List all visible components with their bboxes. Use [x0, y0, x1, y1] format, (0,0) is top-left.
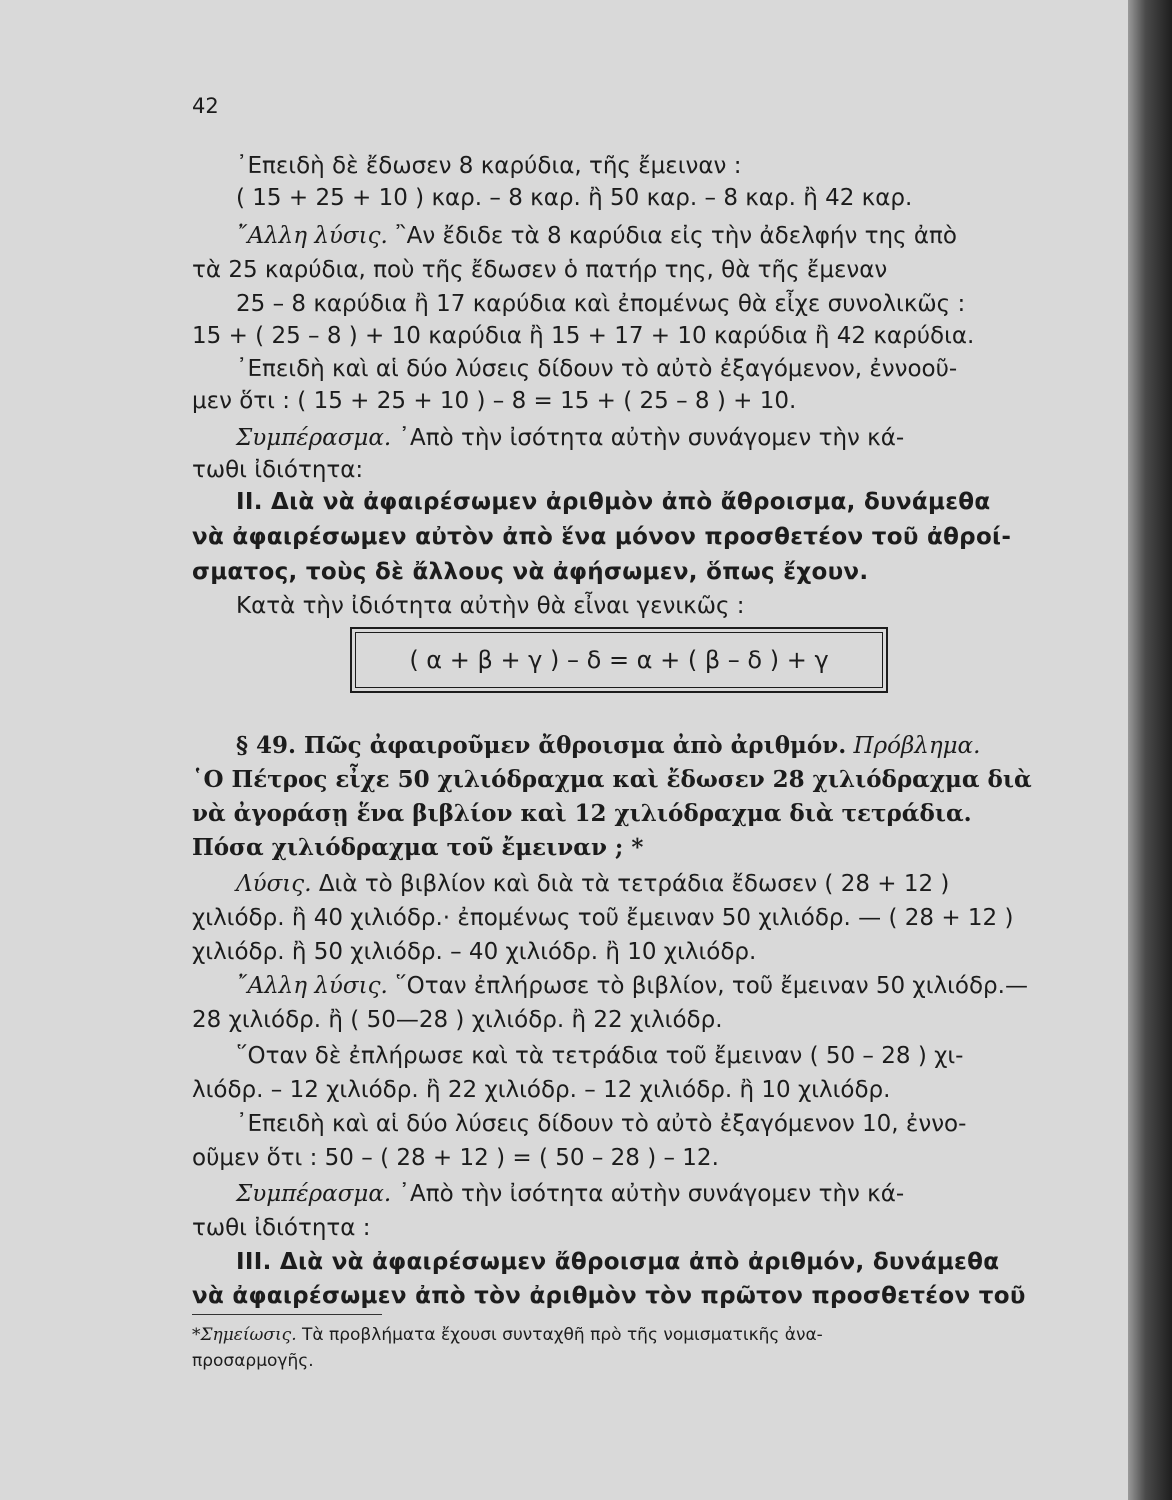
footnote-text: Τὰ προβλήματα ἔχουσι συνταχθῆ πρὸ τῆς νομισματικῆς ἀνα- [302, 1325, 823, 1345]
text-fragment: ἀπὸ [913, 223, 957, 249]
footnote-label: *Σημείωσις. [192, 1325, 297, 1345]
footnote-divider [192, 1314, 382, 1315]
section-heading [192, 730, 1104, 762]
text-line [192, 970, 1104, 1002]
section-title: § 49. Πῶς ἀφαιροῦμεν ἄθροισμα ἀπὸ ἀριθμόν. [236, 732, 847, 759]
rule-line: νὰ ἀφαιρέσωμεν αὐτὸν ἀπὸ ἕνα μόνον προσθετέον τοῦ ἀθροί- [192, 524, 1012, 550]
problem-line: ῾Ο Πέτρος εἶχε 50 χιλιόδραχμα καὶ ἔδωσεν 28 χιλιόδραχμα διὰ [192, 766, 1032, 793]
rule-line: σματος, τοὺς δὲ ἄλλους νὰ ἀφήσωμεν, ὅπως ἔχουν. [192, 559, 869, 585]
rule-line: νὰ ἀφαιρέσωμεν ἀπὸ τὸν ἀριθμὸν τὸν πρῶτον προσθετέον τοῦ [192, 1283, 1026, 1309]
text-line: ῞Οταν δὲ ἐπλήρωσε καὶ τὰ τετράδια τοῦ ἔμειναν ( 50 – 28 ) χι- [236, 1043, 964, 1069]
text-fragment: Διὰ τὸ βιβλίον καὶ διὰ τὰ τετράδια ἔδωσεν ( 28 + 12 ) [318, 871, 950, 897]
text-fragment: ῞Οταν ἐπλήρωσε τὸ βιβλίον, τοῦ ἔμειναν 50 χιλιόδρ.— [395, 973, 1028, 999]
text-line: Κατὰ τὴν ἰδιότητα αὐτὴν θὰ εἶναι γενικῶς : [236, 593, 745, 619]
alt-solution-label: ῎Αλλη λύσις. [236, 973, 388, 999]
formula-box [350, 627, 888, 693]
text-fragment: ᾿Απὸ τὴν ἰσότητα αὐτὴν συνάγομεν τὴν κά- [398, 425, 905, 451]
alt-solution-text: ῍Αν ἔδιδε τὰ 8 καρύδια εἰς τὴν ἀδελφήν της [395, 223, 907, 249]
text-line: ( 15 + 25 + 10 ) καρ. – 8 καρ. ἢ 50 καρ. – 8 καρ. ἢ 42 καρ. [236, 185, 913, 211]
text-line: ᾿Επειδὴ καὶ αἱ δύο λύσεις δίδουν τὸ αὐτὸ ἐξαγόμενον 10, ἐννο- [236, 1111, 967, 1137]
text-line: 15 + ( 25 – 8 ) + 10 καρύδια ἢ 15 + 17 + 10 καρύδια ἢ 42 καρύδια. [192, 323, 975, 349]
rule-line: III. Διὰ νὰ ἀφαιρέσωμεν ἄθροισμα ἀπὸ ἀριθμόν, δυνάμεθα [236, 1249, 1000, 1275]
text-line: τωθι ἰδιότητα : [192, 1215, 371, 1241]
conclusion-label: Συμπέρασμα. [236, 425, 392, 451]
text-line: 28 χιλιόδρ. ἢ ( 50—28 ) χιλιόδρ. ἢ 22 χιλιόδρ. [192, 1007, 723, 1033]
text-line: τὰ 25 καρύδια, ποὺ τῆς ἔδωσεν ὁ πατήρ της, θὰ τῆς ἔμεναν [192, 257, 888, 283]
text-line: μεν ὅτι : ( 15 + 25 + 10 ) – 8 = 15 + ( 25 – 8 ) + 10. [192, 388, 797, 414]
text-line: χιλιόδρ. ἢ 50 χιλιόδρ. – 40 χιλιόδρ. ἢ 10 χιλιόδρ. [192, 939, 757, 965]
problem-label: Πρόβλημα. [853, 733, 981, 759]
footnote-line [192, 1322, 1060, 1348]
text-line [192, 1178, 1104, 1210]
page-number: 42 [192, 94, 219, 118]
text-line: τωθι ἰδιότητα: [192, 457, 364, 483]
text-fragment: ᾿Απὸ τὴν ἰσότητα αὐτὴν συνάγομεν τὴν κά- [398, 1181, 905, 1207]
text-line: χιλιόδρ. ἢ 40 χιλιόδρ.· ἐπομένως τοῦ ἔμειναν 50 χιλιόδρ. — ( 28 + 12 ) [192, 905, 1014, 931]
text-line [192, 422, 1104, 454]
problem-line: Πόσα χιλιόδραχμα τοῦ ἔμειναν ; * [192, 834, 644, 861]
solution-label: Λύσις. [236, 871, 312, 897]
footnote-line: προσαρμογῆς. [192, 1351, 314, 1371]
text-line: λιόδρ. – 12 χιλιόδρ. ἢ 22 χιλιόδρ. – 12 χιλιόδρ. ἢ 10 χιλιόδρ. [192, 1077, 891, 1103]
conclusion-label: Συμπέρασμα. [236, 1181, 392, 1207]
rule-line: II. Διὰ νὰ ἀφαιρέσωμεν ἀριθμὸν ἀπὸ ἄθροισμα, δυνάμεθα [236, 489, 991, 515]
page-edge-shadow [1128, 0, 1172, 1500]
text-line [192, 220, 1104, 252]
text-line [192, 868, 1104, 900]
text-line: 25 – 8 καρύδια ἢ 17 καρύδια καὶ ἐπομένως θὰ εἶχε συνολικῶς : [236, 291, 966, 317]
problem-line: νὰ ἀγοράσῃ ἕνα βιβλίον καὶ 12 χιλιόδραχμα διὰ τετράδια. [192, 800, 972, 827]
alt-solution-label: ῎Αλλη λύσις. [236, 223, 388, 249]
text-line: ᾿Επειδὴ καὶ αἱ δύο λύσεις δίδουν τὸ αὐτὸ ἐξαγόμενον, ἐννοοῦ- [236, 356, 958, 382]
formula: ( α + β + γ ) – δ = α + ( β – δ ) + γ [355, 632, 883, 688]
text-line: ᾿Επειδὴ δὲ ἔδωσεν 8 καρύδια, τῆς ἔμειναν : [236, 153, 742, 179]
text-line: οῦμεν ὅτι : 50 – ( 28 + 12 ) = ( 50 – 28 ) – 12. [192, 1145, 719, 1171]
